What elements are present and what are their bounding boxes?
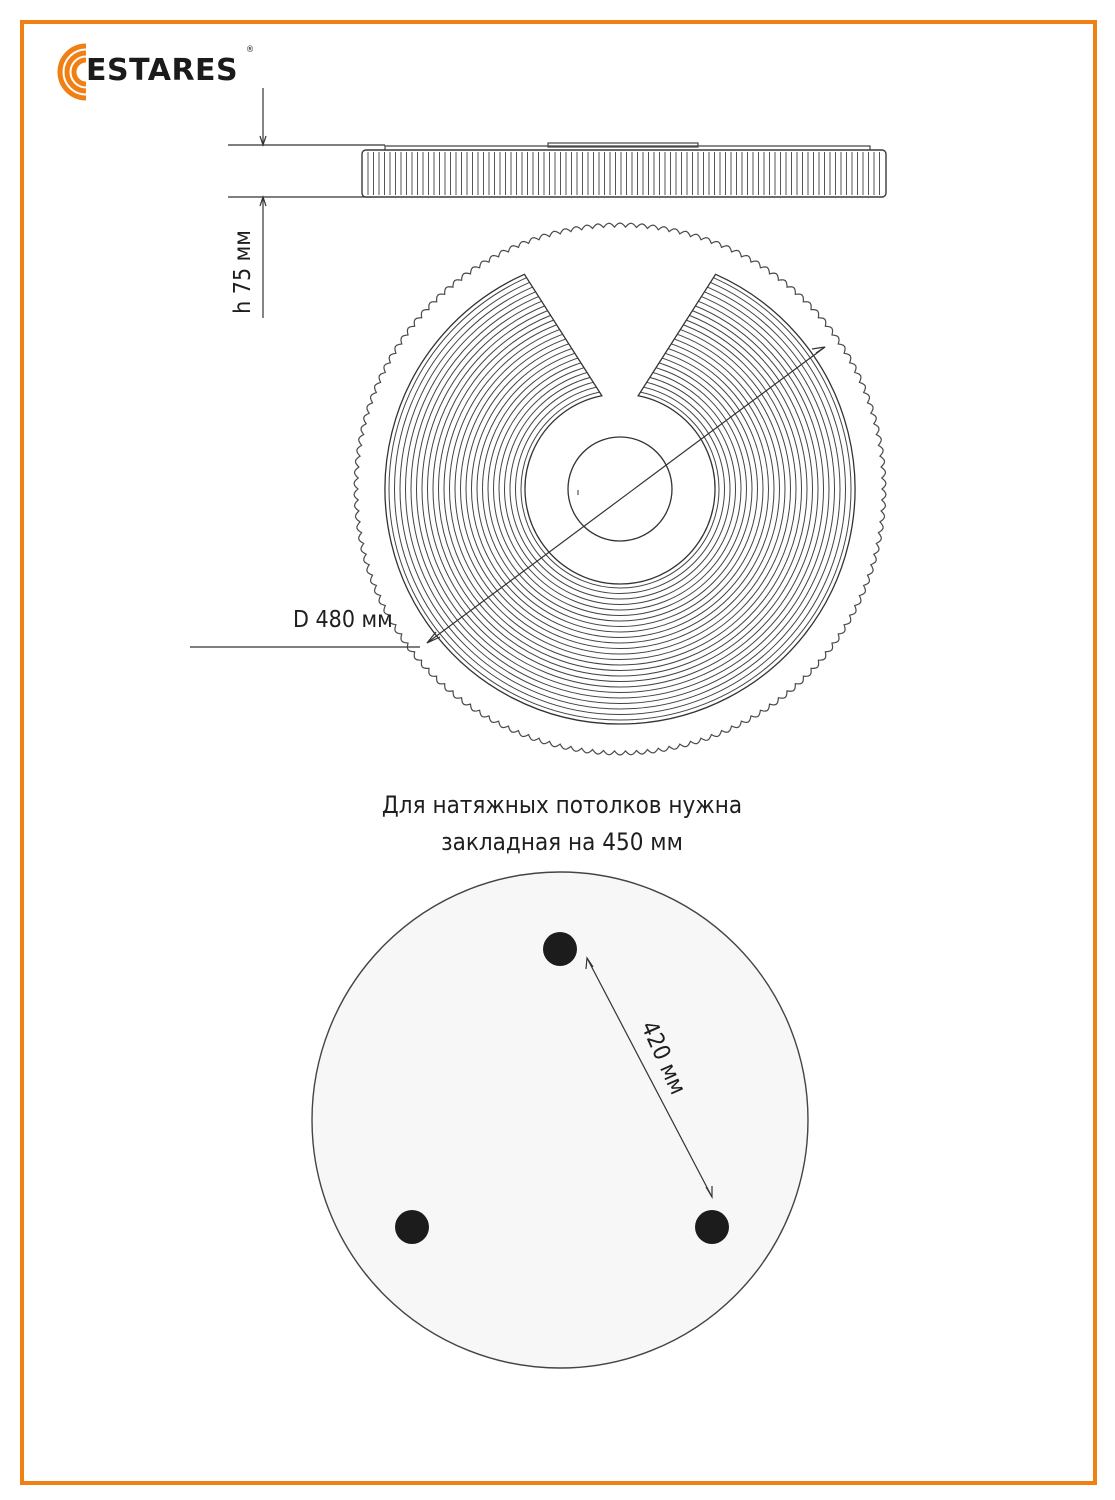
mount-spacing-label: 420 мм [635,1017,691,1099]
installation-note [257,787,867,861]
mounting-plate [312,872,808,1368]
mount-hole-top [543,932,577,966]
height-dimension-label: h 75 мм [230,230,256,314]
diameter-dimension-label: D 480 мм [293,607,393,633]
side-view [362,143,886,197]
logo-text: ESTARES [86,53,239,88]
mount-hole-left [395,1210,429,1244]
installation-note-line-1: Для натяжных потолков нужна [381,791,743,819]
top-view [354,223,886,755]
mount-hole-right [695,1210,729,1244]
installation-note-line-2: закладная на 450 мм [441,828,683,856]
registered-mark: ® [246,45,255,55]
